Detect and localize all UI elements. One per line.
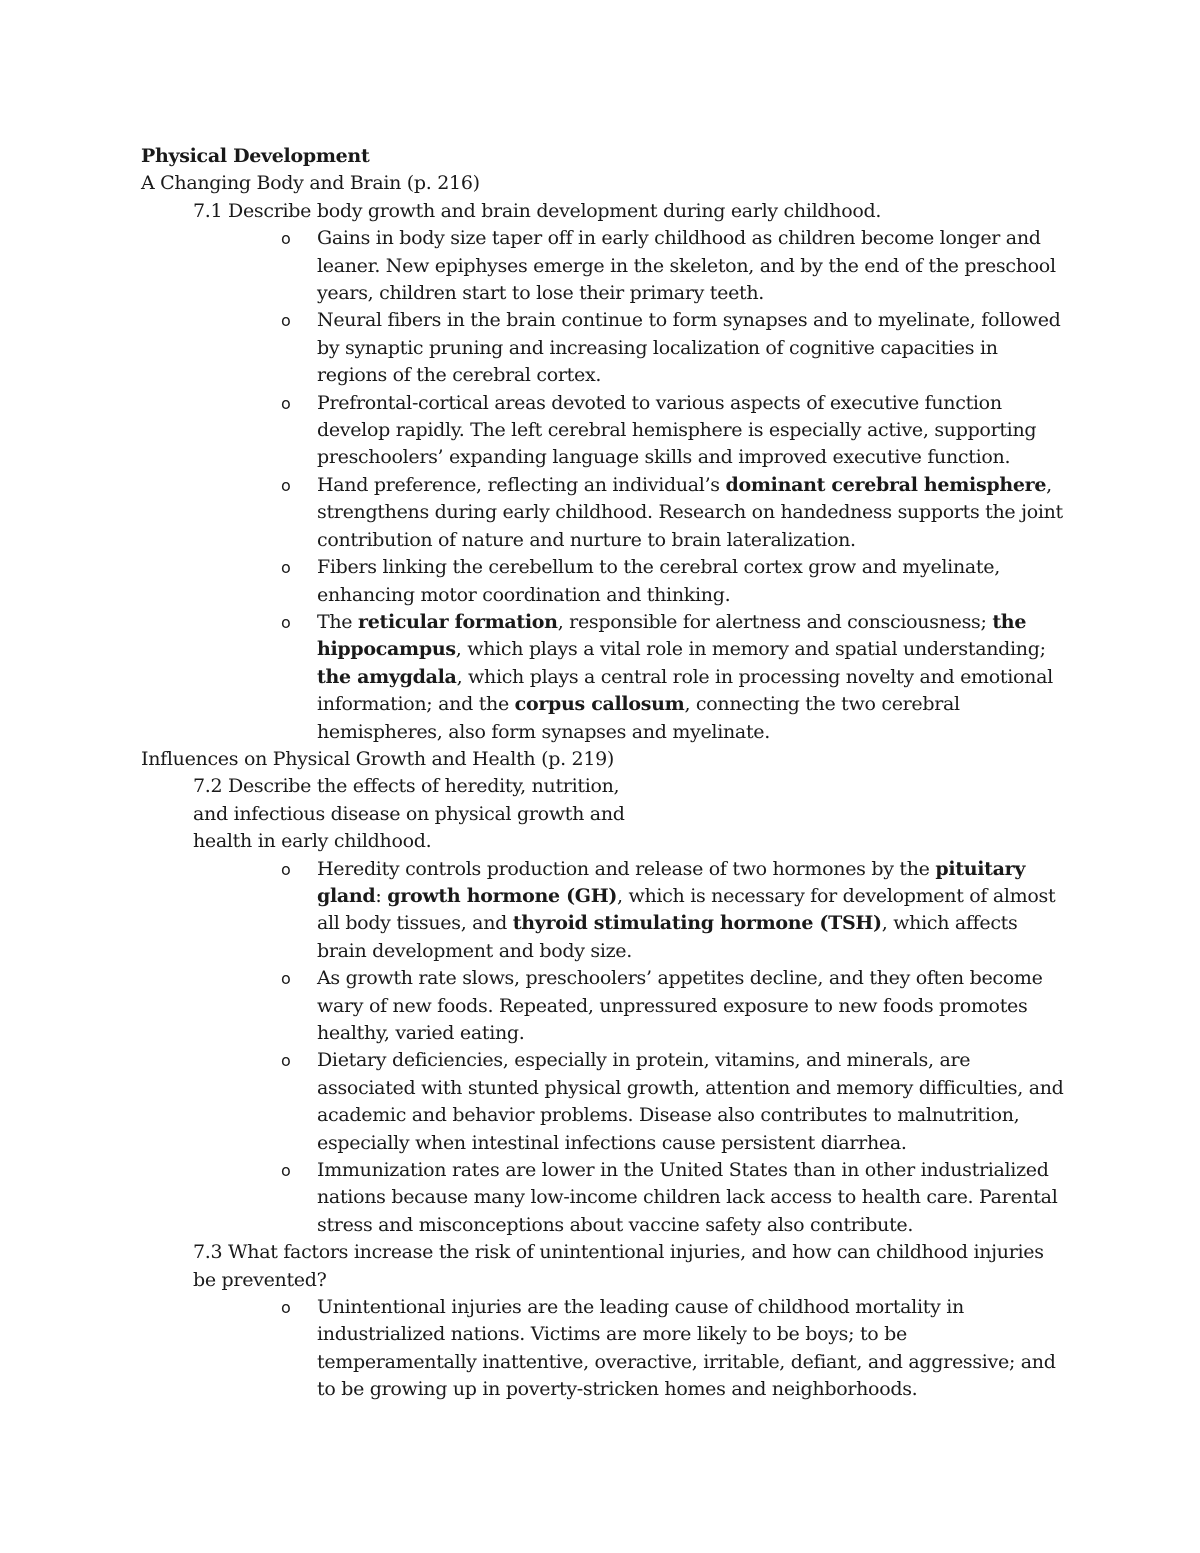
objective-7-3: 7.3 What factors increase the risk of unintentional injuries, and how can childhood injuries be prevented? [193, 1241, 1044, 1291]
page-title: Physical Development [141, 145, 370, 167]
bullet-circle-icon: o [281, 612, 291, 632]
text-run: , connecting the two cerebral hemispheres, also form synapses and myelinate. [317, 693, 960, 743]
bullet-item [281, 856, 1067, 966]
text-run: , strengthens during early childhood. Research on handedness supports the joint contribution of nature and nurture to brain lateralization. [317, 473, 1063, 551]
bullet-item [281, 225, 1067, 307]
bold-term: dominant cerebral hemisphere [725, 473, 1047, 496]
bullet-item [281, 1294, 1067, 1404]
text-run: Hand preference, reflecting an individual’s [317, 473, 726, 496]
text-run: The [317, 610, 358, 633]
bullet-list-7-1 [141, 225, 1071, 746]
bold-term: thyroid stimulating hormone (TSH) [512, 912, 882, 935]
bullet-item [281, 965, 1067, 1047]
bullet-circle-icon: o [281, 229, 291, 249]
document-body [141, 143, 1071, 1404]
bullet-item [281, 554, 1067, 609]
section-heading-changing-body: A Changing Body and Brain (p. 216) [141, 172, 480, 195]
bullet-item [281, 1157, 1067, 1239]
bullet-list-7-3 [141, 1294, 1071, 1404]
text-run: Neural fibers in the brain continue to form synapses and to myelinate, followed by synaptic pruning and increasing localization of cognitive capacities in regions of the cerebral cortex. [317, 309, 1061, 387]
bullet-list-7-2 [141, 856, 1071, 1240]
bullet-item [281, 307, 1067, 389]
text-run: , which is necessary for development of almost all body tissues, and [317, 884, 1056, 935]
bullet-item [281, 472, 1067, 554]
bullet-circle-icon: o [281, 311, 291, 331]
bullet-text [317, 554, 1067, 609]
bullet-text [317, 472, 1067, 554]
bullet-text [317, 390, 1067, 472]
text-run: Immunization rates are lower in the United States than in other industrialized nations because many low-income children lack access to health care. Parental stress and misconceptions about vaccine safety also contribute. [317, 1159, 1058, 1236]
bullet-text [317, 307, 1067, 389]
bold-term: reticular formation [358, 610, 558, 633]
text-run: As growth rate slows, preschoolers’ appetites decline, and they often become wary of new foods. Repeated, unpressured exposure to new foods promotes healthy, varied eating. [317, 967, 1043, 1044]
section-heading-influences: Influences on Physical Growth and Health (p. 219) [141, 747, 615, 770]
bold-term: growth hormone (GH) [387, 884, 618, 907]
text-run: Unintentional injuries are the leading cause of childhood mortality in industrialized nations. Victims are more likely to be boys; to be temperamentally inattentive, overactive, irritable, defiant, and aggressive; and to be growing up in poverty-stricken homes and neighborhoods. [317, 1296, 1056, 1401]
bullet-text [317, 1157, 1067, 1239]
bold-term: the amygdala [317, 665, 457, 688]
bullet-item [281, 390, 1067, 472]
text-run: , which plays a central role in processing novelty and emotional information; and the [317, 665, 1053, 716]
text-run: Dietary deficiencies, especially in protein, vitamins, and minerals, are associated with stunted physical growth, attention and memory difficulties, and academic and behavior problems. Disease also contributes to malnutrition, especially when intestinal infections cause persistent diarrhea. [317, 1049, 1064, 1154]
bullet-circle-icon: o [281, 393, 291, 413]
text-run: : [375, 884, 388, 907]
bullet-text [317, 1294, 1067, 1404]
bold-term: corpus callosum [514, 693, 685, 716]
text-run: , which plays a vital role in memory and spatial understanding; [455, 638, 1046, 661]
bullet-circle-icon: o [281, 1051, 291, 1071]
text-run: , which affects brain development and body size. [317, 912, 1018, 962]
bullet-circle-icon: o [281, 1298, 291, 1318]
bullet-circle-icon: o [281, 1161, 291, 1181]
text-run: Fibers linking the cerebellum to the cerebral cortex grow and myelinate, enhancing motor coordination and thinking. [317, 556, 1000, 606]
bullet-circle-icon: o [281, 969, 291, 989]
bullet-item [281, 609, 1067, 746]
bold-term: the hippocampus [317, 610, 1027, 661]
text-run: Gains in body size taper off in early childhood as children become longer and leaner. New epiphyses emerge in the skeleton, and by the end of the preschool years, children start to lose their primary teeth. [317, 227, 1056, 305]
bold-term: pituitary gland [317, 857, 1026, 907]
bullet-circle-icon: o [281, 475, 291, 495]
bullet-text [317, 856, 1067, 966]
text-run: Prefrontal-cortical areas devoted to various aspects of executive function develop rapidly. The left cerebral hemisphere is especially active, supporting preschoolers’ expanding language skills and improved executive function. [317, 391, 1037, 469]
bullet-text [317, 1047, 1067, 1157]
text-run: Heredity controls production and release of two hormones by the [317, 857, 936, 880]
objective-7-2: 7.2 Describe the effects of heredity, nutrition, and infectious disease on physical growth and health in early childhood. [193, 775, 625, 853]
bullet-item [281, 1047, 1067, 1157]
bullet-text [317, 225, 1067, 307]
text-run: , responsible for alertness and consciousness; [557, 610, 993, 633]
bullet-circle-icon: o [281, 859, 291, 879]
objective-7-1: 7.1 Describe body growth and brain development during early childhood. [193, 199, 882, 222]
bullet-circle-icon: o [281, 558, 291, 578]
bullet-text [317, 609, 1067, 746]
bullet-text [317, 965, 1067, 1047]
